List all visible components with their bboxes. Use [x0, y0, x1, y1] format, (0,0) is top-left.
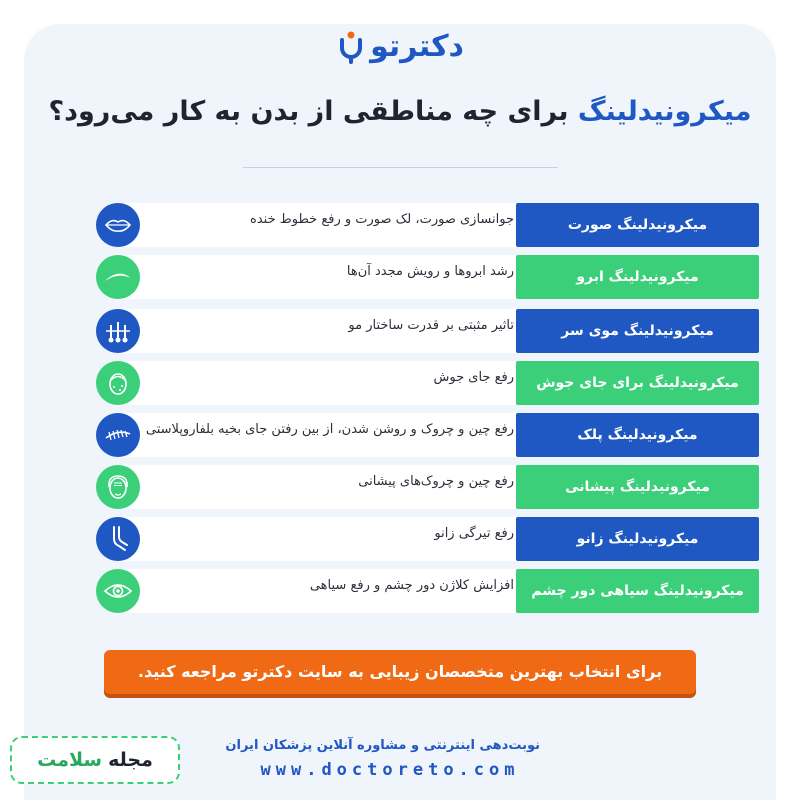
footer-tagline: نوبت‌دهی اینترنتی و مشاوره آنلاین پزشکان ایران: [225, 738, 540, 753]
page-title: [40, 96, 760, 146]
badge-text-health: سلامت: [37, 749, 103, 771]
row-description: رفع تیرگی زانو: [434, 526, 514, 541]
row-label: میکرونیدلینگ پلک: [516, 413, 759, 457]
row-description: تاثیر مثبتی بر قدرت ساختار مو: [348, 318, 514, 333]
title-rest: برای چه مناطقی از بدن به کار می‌رود؟: [48, 96, 569, 127]
list-item: [96, 361, 759, 405]
face-forehead-icon: [96, 465, 140, 509]
stitched-eyelid-icon: [96, 413, 140, 457]
list-item: [96, 465, 759, 509]
list-item: [96, 517, 759, 561]
row-label: میکرونیدلینگ موی سر: [516, 309, 759, 353]
eye-icon: [96, 569, 140, 613]
list-item: [96, 309, 759, 353]
row-description: رشد ابروها و رویش مجدد آن‌ها: [346, 264, 514, 279]
doctoreto-logo: [335, 24, 465, 70]
website-url[interactable]: www.doctoreto.com: [260, 760, 520, 780]
row-label: میکرونیدلینگ ابرو: [516, 255, 759, 299]
face-acne-icon: [96, 361, 140, 405]
row-label: میکرونیدلینگ سیاهی دور چشم: [516, 569, 759, 613]
list-item: [96, 255, 759, 299]
list-item: [96, 203, 759, 247]
eyebrow-icon: [96, 255, 140, 299]
title-accent: میکرونیدلینگ: [577, 96, 752, 127]
logo-text: دکترتو: [370, 29, 464, 64]
row-label: میکرونیدلینگ زانو: [516, 517, 759, 561]
row-label: میکرونیدلینگ پیشانی: [516, 465, 759, 509]
row-description: افزایش کلاژن دور چشم و رفع سیاهی: [309, 578, 514, 593]
row-description: رفع چین و چروک‌های پیشانی: [358, 474, 514, 489]
row-label: میکرونیدلینگ برای جای جوش: [516, 361, 759, 405]
cta-banner: برای انتخاب بهترین متخصصان زیبایی به سایت دکترتو مراجعه کنید.: [104, 650, 696, 694]
row-description: جوانسازی صورت، لک صورت و رفع خطوط خنده: [250, 212, 514, 227]
list-item: [96, 569, 759, 613]
row-description: رفع چین و چروک و روشن شدن، از بین رفتن جای بخیه بلفاروپلاستی: [145, 422, 514, 437]
stethoscope-icon: [336, 30, 366, 64]
health-magazine-badge: [10, 736, 180, 784]
hair-follicle-icon: [96, 309, 140, 353]
title-divider: [243, 167, 558, 168]
knee-icon: [96, 517, 140, 561]
row-description: رفع جای جوش: [433, 370, 514, 385]
list-item: [96, 413, 759, 457]
row-label: میکرونیدلینگ صورت: [516, 203, 759, 247]
badge-text-magazine: مجله: [108, 749, 153, 771]
lips-icon: [96, 203, 140, 247]
